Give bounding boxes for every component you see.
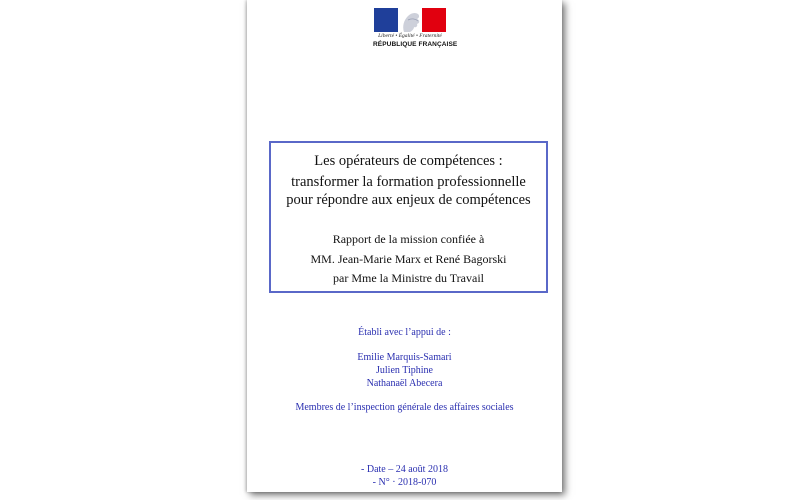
support-heading: Établi avec l’appui de : <box>358 327 451 338</box>
republic-name: RÉPUBLIQUE FRANÇAISE <box>373 41 458 48</box>
report-subtitle-line-2: MM. Jean-Marie Marx et René Bagorski <box>310 252 507 266</box>
support-name-2: Julien Tiphine <box>376 365 433 376</box>
title-box <box>269 141 548 293</box>
report-title-line-1: Les opérateurs de compétences : <box>314 153 503 169</box>
republique-francaise-logo <box>373 8 458 54</box>
support-name-3: Nathanaël Abecera <box>366 378 443 389</box>
document-cover-page <box>247 0 562 492</box>
report-title-line-2: transformer la formation professionnelle <box>291 174 526 190</box>
members-line: Membres de l’inspection générale des affaires sociales <box>295 402 514 413</box>
report-subtitle-line-1: Rapport de la mission confiée à <box>332 232 485 246</box>
report-number: - N° · 2018-070 <box>372 477 437 488</box>
report-title-line-3: pour répondre aux enjeux de compétences <box>286 192 531 208</box>
republic-motto: Liberté • Égalité • Fraternité <box>378 33 442 39</box>
support-name-1: Emilie Marquis-Samari <box>357 352 452 363</box>
report-date: - Date – 24 août 2018 <box>361 464 448 475</box>
report-subtitle-line-3: par Mme la Ministre du Travail <box>333 271 484 285</box>
marianne-flag-icon <box>374 8 446 32</box>
